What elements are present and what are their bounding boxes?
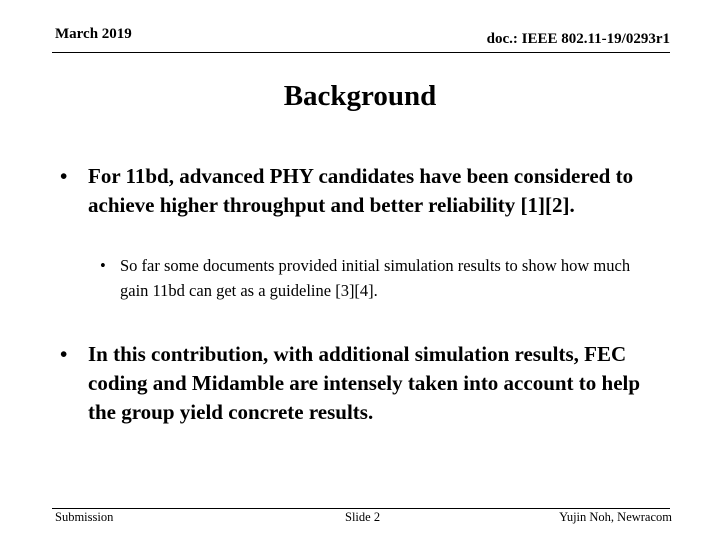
header-date: March 2019 (55, 26, 132, 42)
sub-bullet-item (100, 253, 660, 303)
bullet-dot-icon: • (100, 256, 106, 275)
footer-slide-number: Slide 2 (345, 510, 381, 524)
bullet-text: So far some documents provided initial simulation results to show how much gain 11bd can get as a guideline [3][4]. (120, 256, 631, 300)
bullet-dot-icon: • (60, 342, 68, 366)
slide-title: Background (283, 80, 437, 112)
bullet-text: For 11bd, advanced PHY candidates have been considered to achieve higher throughput and better reliability [1][2]. (88, 164, 634, 217)
header-divider (52, 52, 670, 53)
bullet-item (60, 162, 660, 220)
footer-submission: Submission (55, 510, 114, 524)
bullet-text: In this contribution, with additional simulation results, FEC coding and Midamble are intensely taken into account to help the group yield concrete results. (88, 342, 641, 424)
footer-divider (52, 508, 670, 509)
bullet-item (60, 340, 670, 427)
bullet-dot-icon: • (60, 164, 68, 188)
header-doc-id: doc.: IEEE 802.11-19/0293r1 (486, 31, 670, 47)
footer-author: Yujin Noh, Newracom (559, 510, 672, 524)
